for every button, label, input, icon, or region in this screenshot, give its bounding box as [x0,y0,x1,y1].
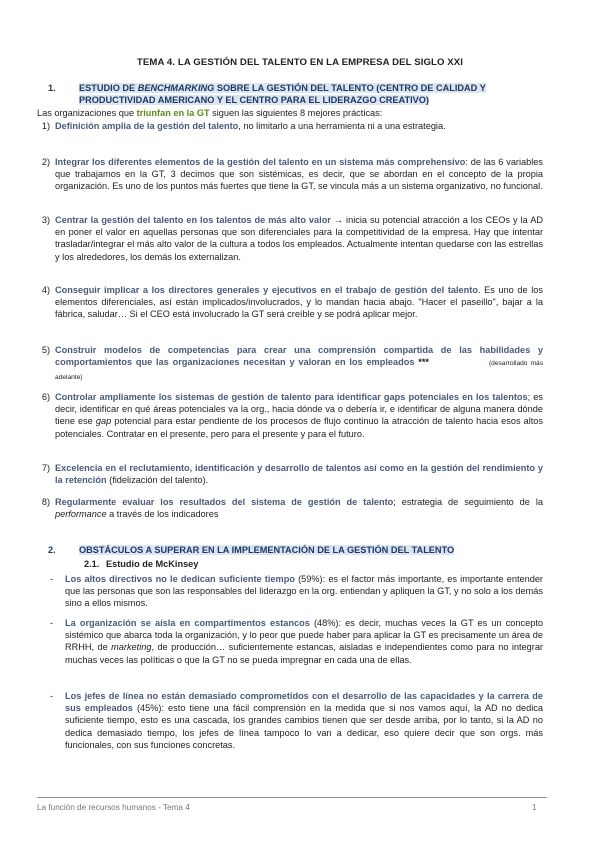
section-1-post: SOBRE LA GESTIÓN DEL TALENTO (CENTRO DE CALIDAD Y PRODUCTIVIDAD AMERICANO Y EL CENTRO PARA EL LIDERAZGO CREATIVO) [79,83,486,105]
item-text: (fidelización del talento). [106,475,209,486]
item-number: 2) [41,157,50,167]
intro-bold: triunfan en la GT [136,108,210,118]
item-text: ; es decir, identificar en qué áreas potenciales va la org., hacia dónde va o debería ir, e identificar de alguna manera dónde tiene ese [55,392,543,427]
dash-marker: - [50,574,54,584]
subsection-number: 2.1. [84,559,100,569]
subsection-title: Estudio de McKinsey [106,559,199,569]
item-heading: Conseguir implicar a los directores generales y ejecutivos en el trabajo de gestión del talento [55,285,478,295]
page-title: TEMA 4. LA GESTIÓN DEL TALENTO EN LA EMPRESA DEL SIGLO XXI [136,57,464,68]
section-2-number: 2. [48,545,56,555]
page-number: 1 [532,803,537,812]
section-1-em: BENCHMARKING [137,83,215,93]
item-heading: Construir modelos de competencias para crear una comprensión compartida de las habilidades y comportamientos que las organizaciones necesitan y valoran en los empleados [55,345,543,368]
item-number: 8) [41,497,50,507]
item-note: (desarrollado más adelante) [55,360,544,382]
obstacle-emphasis: marketing [111,642,152,653]
practice-item-3 [41,214,543,263]
obstacle-heading: La organización se aísla en compartimentos estancos [65,618,310,628]
item-emphasis: performance [55,509,107,520]
item-heading: Centrar la gestión del talento en los talentos de más alto valor [55,215,331,225]
item-number: 3) [41,215,50,225]
item-heading: Regularmente evaluar los resultados del sistema de gestión de talento [55,497,394,507]
dash-marker: - [50,691,54,701]
section-1-pre: ESTUDIO DE [79,83,138,93]
footer-divider [37,797,547,798]
practice-item-8 [41,496,543,520]
item-number: 1) [41,121,50,131]
item-heading: Integrar los diferentes elementos de la gestión del talento en un sistema más comprehensivo [55,157,466,167]
obstacle-heading: Los altos directivos no le dedican suficiente tiempo [65,574,295,584]
section-1-heading [48,83,548,106]
item-number: 4) [41,285,50,295]
section-2-heading [48,545,548,557]
item-number: 5) [41,345,50,355]
practice-item-7 [41,462,543,486]
obstacle-item-3 [50,690,543,751]
item-number: 7) [41,463,50,473]
item-text: , no limitarlo a una herramienta ni a una estrategia. [238,121,446,131]
dash-marker: - [50,618,54,628]
obstacle-text: (45%): esto tiene una fácil comprensión en la medida que si nos vamos aquí, la AD no dedica suficiente tiempo, esto es una cascada, los grandes cambios tienen que ser desde arriba, por lo tanto, si la AD no dedica demasiado tiempo, los jefes de línea tampoco lo van a dedicar, eso quiere decir que son orgs. más funcionales, con sus funciones concretas. [65,703,543,750]
practice-item-2 [41,156,543,193]
item-text: → inicia su potencial atracción a los CEOs y la AD en poner el valor en aquellas personas que son diferenciales para la competitividad de la empresa. Hay que intentar trasladar/integrar el más alto valor de la cultura a todos los empleados. Actualmente intentan quedarse con las estrellas y los alrededores, los demás los externalizan. [55,215,543,262]
section-2-title: OBSTÁCULOS A SUPERAR EN LA IMPLEMENTACIÓN DE LA GESTIÓN DEL TALENTO [79,545,455,555]
item-emphasis: gap [95,416,112,427]
item-heading: Excelencia en el reclutamiento, identificación y desarrollo de talentos así como en la gestión del rendimiento y la retención [55,463,543,486]
intro-pre: Las organizaciones que [37,108,137,118]
footer-text: La función de recursos humanos - Tema 4 [37,803,190,812]
practice-item-1 [41,120,543,132]
item-text-2: a través de los indicadores [106,509,219,520]
obstacle-heading: Los jefes de línea no están demasiado comprometidos con el desarrollo de las capacidades y la carrera de sus empleados [65,691,543,714]
practice-item-6 [41,391,543,440]
obstacle-text: (59%): es el factor más importante, es importante entender que las personas que son las responsables del liderazgo en la org. entiendan y apliquen la GT, y no solo a los demás sino a ellos mismos. [65,574,543,609]
item-heading: Controlar ampliamente los sistemas de gestión de talento para identificar gaps potenciales en los talentos [55,392,528,402]
intro-paragraph [37,108,382,118]
item-text-2: potencial para estar pendiente de los procesos de flujo continuo la atracción de talento hacia esos altos potenciales. Contratar en el presente, pero para el presente y para el futuro. [55,416,543,439]
item-number: 6) [41,392,50,402]
obstacle-item-2 [50,617,543,666]
item-text: : de las 6 variables que trabajamos en la GT, 3 decimos que son sistémicas, es decir, que se abordan en el concepto de la propia organización. Es uno de los puntos más fuertes que tiene la GT, se vincula más a un sistema organizativo, no funcional. [55,157,543,192]
practice-item-5 [41,344,544,385]
item-text: *** [414,357,429,368]
item-heading: Definición amplia de la gestión del talento [55,121,239,131]
item-text: . Es uno de los elementos diferenciales, así están implicados/involucrados, y lo mandan hacia abajo. "Hacer el paseillo", bajar a la fábrica, saludar… Si el CEO está involucrado la GT será creíble y se podrá aplicar mejor. [55,285,543,320]
practice-item-4 [41,284,543,321]
obstacle-item-1 [50,573,543,610]
obstacle-text-2: , de producción… suficientemente estancas, aisladas e independientes como para no integrar muchas veces las políticas o que la GT no se pueda impregnar en cada una de ellas. [65,642,543,665]
obstacle-text: (48%): es decir, muchas veces la GT es un concepto sistémico que abarca toda la organización, y lo peor que puede haber para aplicar la GT es precisamente un área de RRHH, de [65,618,543,653]
item-text: ; estrategia de seguimiento de la [393,497,543,507]
subsection-heading [84,559,198,569]
intro-post: siguen las siguientes 8 mejores prácticas: [209,108,383,118]
section-1-number: 1. [48,83,56,93]
